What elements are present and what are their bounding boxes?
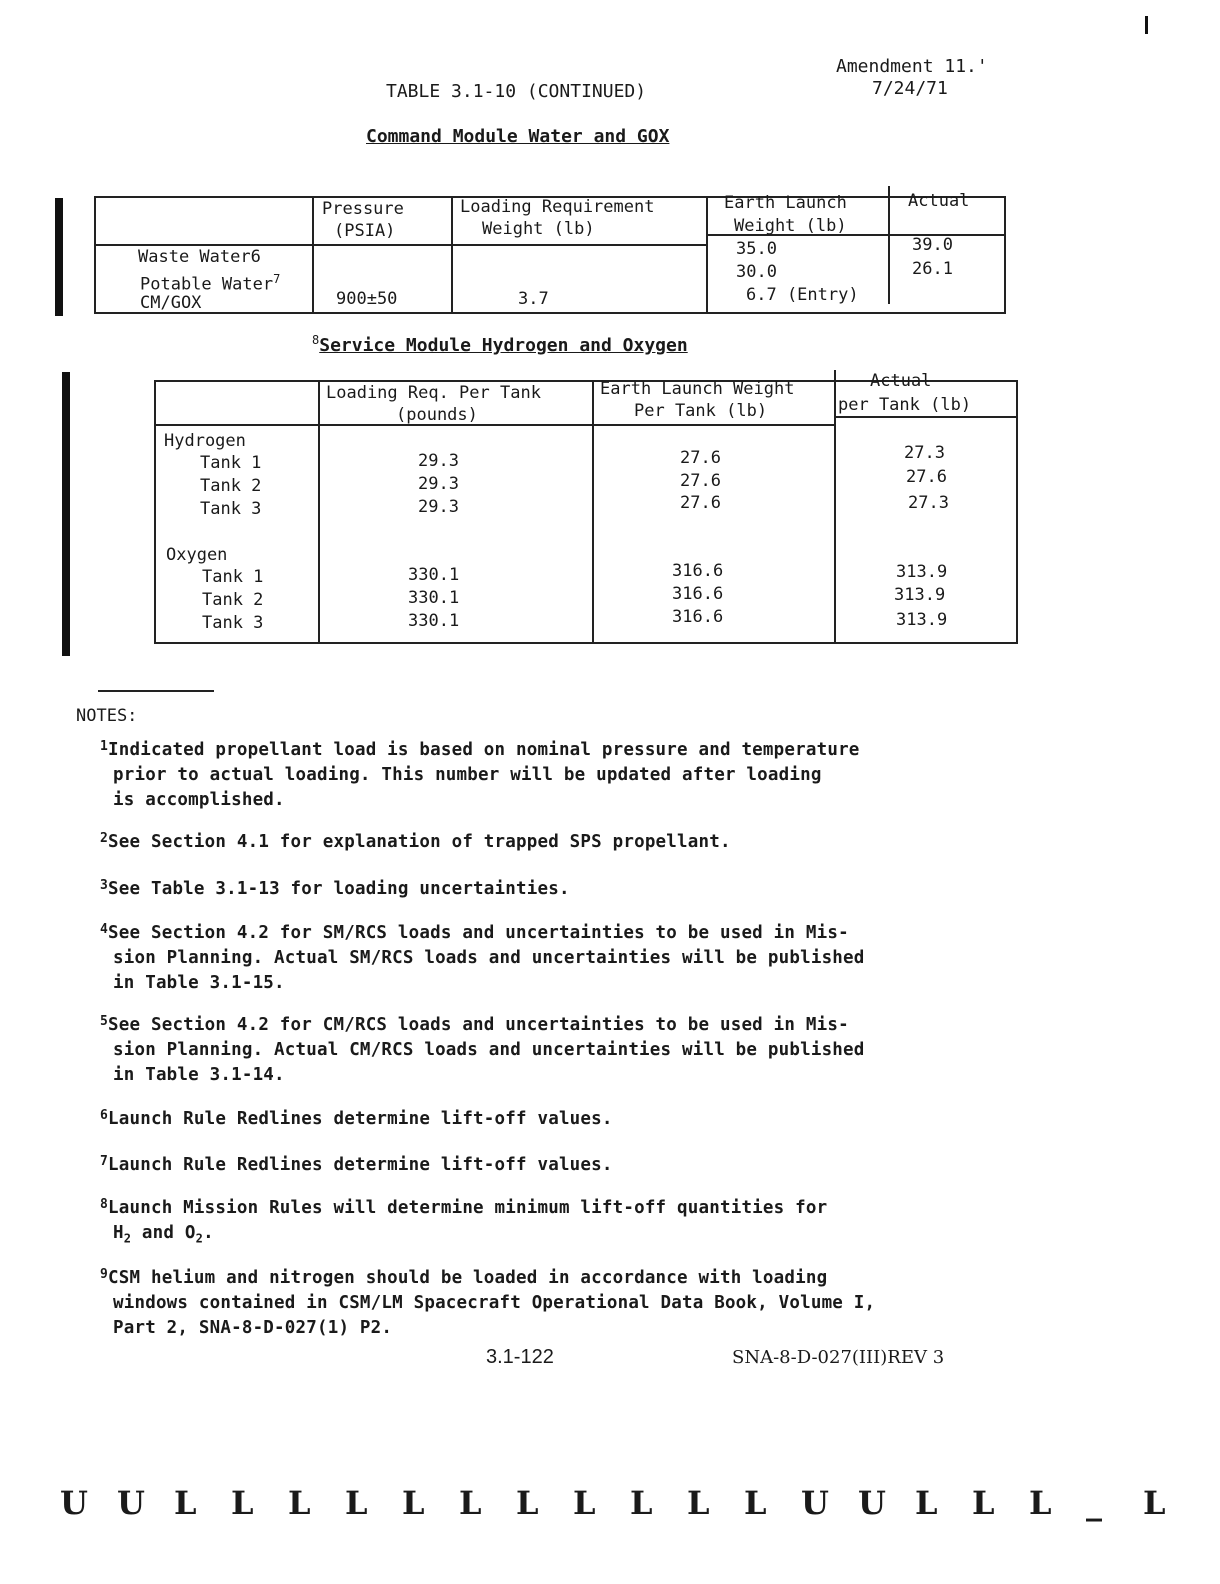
sm-header-earth-launch-2: Per Tank (lb) [634,401,768,421]
sm-oxygen-tank-1-loading: 330.1 [408,565,460,585]
scan-mark: L [174,1484,197,1522]
revision-bar-middle [62,372,70,656]
cm-table-title: Command Module Water and GOX [366,126,670,147]
table-title: TABLE 3.1-10 (CONTINUED) [386,81,647,102]
note-6: $^6$Launch Rule Redlines determine lift-off values. [100,1108,613,1129]
scan-mark: L [972,1484,995,1522]
scan-mark: _ [1086,1484,1102,1522]
note-3: $^3$See Table 3.1-13 for loading uncertainties. [100,878,570,899]
sm-hydrogen-tank-2-actual: 27.6 [906,467,947,487]
sm-hydrogen-tank-3-loading: 29.3 [418,497,459,517]
scan-mark: L [231,1484,254,1522]
note-1: $^1$Indicated propellant load is based on nominal pressure and temperature prior to actual loading. This number will be updated after loading is accomplished. [100,739,860,810]
amendment-date: 7/24/71 [872,78,948,99]
scan-mark: L [402,1484,425,1522]
page-number: 3.1-122 [486,1346,554,1368]
notes-rule [98,690,214,692]
scan-mark: L [288,1484,311,1522]
sm-header-actual-1: Actual [870,371,932,391]
sm-hydrogen-tank-3-actual: 27.3 [908,493,949,513]
sm-hydrogen-tank-1: Tank 1 [200,453,262,473]
cm-row-waste-water-earth-launch: 35.0 [736,239,777,259]
sm-oxygen-tank-1-actual: 313.9 [896,562,948,582]
cm-row-waste-water-actual: 39.0 [912,235,953,255]
sm-hydrogen-tank-2-loading: 29.3 [418,474,459,494]
document-id: SNA-8-D-027(III)REV 3 [732,1347,945,1368]
sm-hydrogen-tank-3-earth-launch: 27.6 [680,493,721,513]
sm-header-earth-launch-1: Earth Launch Weight [600,379,795,399]
scan-mark: L [1143,1484,1166,1522]
note-9: $^9$CSM helium and nitrogen should be loaded in accordance with loading windows contained in CSM/LM Spacecraft Operational Data Book, Volume I, Part 2, SNA-8-D-027(1) P2. [100,1267,876,1338]
cm-header-actual: Actual [908,191,970,211]
scan-mark: L [459,1484,482,1522]
scan-mark: L [1029,1484,1052,1522]
cm-row-cm-gox-pressure: 900±50 [336,289,398,309]
note-4: $^4$See Section 4.2 for SM/RCS loads and uncertainties to be used in Mis- sion Planning. Actual SM/RCS loads and uncertainties will be published in Table 3.1-15. [100,922,865,993]
bottom-scan-marks [60,1484,1166,1524]
sm-oxygen-tank-1: Tank 1 [202,567,264,587]
scan-mark: L [744,1484,767,1522]
scan-mark: U [801,1484,829,1522]
sm-table [154,371,1018,644]
sm-header-loading-2: (pounds) [396,405,478,425]
cm-header-loading-2: Weight (lb) [482,219,595,239]
sm-oxygen-tank-3-actual: 313.9 [896,610,948,630]
sm-oxygen-tank-2-earth-launch: 316.6 [672,584,724,604]
sm-oxygen-tank-3: Tank 3 [202,613,264,633]
cm-row-potable-water-name: Potable Water$^7$ [140,272,281,295]
cm-table [94,191,1006,314]
sm-hydrogen-tank-2-earth-launch: 27.6 [680,471,721,491]
note-8: $^8$Launch Mission Rules will determine minimum lift-off quantities for $H_2$ and $O_2$. [100,1197,828,1246]
cm-row-cm-gox-loading: 3.7 [518,289,549,309]
cm-header-pressure-2: (PSIA) [334,221,396,241]
scan-mark: L [573,1484,596,1522]
notes-heading: NOTES: [76,706,138,726]
scan-mark: L [345,1484,368,1522]
cm-header-pressure-1: Pressure [322,199,404,219]
note-5: $^5$See Section 4.2 for CM/RCS loads and uncertainties to be used in Mis- sion Planning. Actual CM/RCS loads and uncertainties will be published in Table 3.1-14. [100,1014,865,1085]
scan-mark: U [60,1484,88,1522]
amendment-label: Amendment 11.' [836,56,988,77]
cm-header-earth-launch-2: Weight (lb) [734,216,847,236]
sm-oxygen-tank-2: Tank 2 [202,590,264,610]
scan-mark: L [630,1484,653,1522]
sm-hydrogen-tank-1-earth-launch: 27.6 [680,448,721,468]
sm-oxygen-tank-3-earth-launch: 316.6 [672,607,724,627]
scan-mark: U [858,1484,886,1522]
sm-table-title: $^8$Service Module Hydrogen and Oxygen [312,333,688,356]
cm-row-potable-water-actual: 26.1 [912,259,953,279]
sm-hydrogen-tank-1-loading: 29.3 [418,451,459,471]
cm-row-potable-water-earth-launch: 30.0 [736,262,777,282]
sm-oxygen-tank-3-loading: 330.1 [408,611,460,631]
scan-mark-corner [1145,16,1148,34]
sm-group-hydrogen: Hydrogen [164,431,246,451]
revision-bar-top [55,198,63,316]
sm-hydrogen-tank-2: Tank 2 [200,476,262,496]
scan-mark: L [687,1484,710,1522]
sm-hydrogen-tank-3: Tank 3 [200,499,262,519]
sm-header-actual-2: per Tank (lb) [838,395,972,415]
sm-oxygen-tank-1-earth-launch: 316.6 [672,561,724,581]
cm-row-waste-water-name: Waste Water6 [138,247,261,267]
sm-oxygen-tank-2-actual: 313.9 [894,585,946,605]
note-2: $^2$See Section 4.1 for explanation of trapped SPS propellant. [100,831,731,852]
note-7: $^7$Launch Rule Redlines determine lift-off values. [100,1154,613,1175]
cm-header-earth-launch-1: Earth Launch [724,193,847,213]
sm-oxygen-tank-2-loading: 330.1 [408,588,460,608]
cm-row-cm-gox-earth-launch: 6.7 (Entry) [746,285,859,305]
scan-mark: L [516,1484,539,1522]
cm-header-loading-1: Loading Requirement [460,197,655,217]
scan-mark: L [915,1484,938,1522]
cm-row-cm-gox-name: CM/GOX [140,293,202,313]
sm-group-oxygen: Oxygen [166,545,228,565]
sm-header-loading-1: Loading Req. Per Tank [326,383,541,403]
scan-mark: U [117,1484,145,1522]
sm-hydrogen-tank-1-actual: 27.3 [904,443,945,463]
